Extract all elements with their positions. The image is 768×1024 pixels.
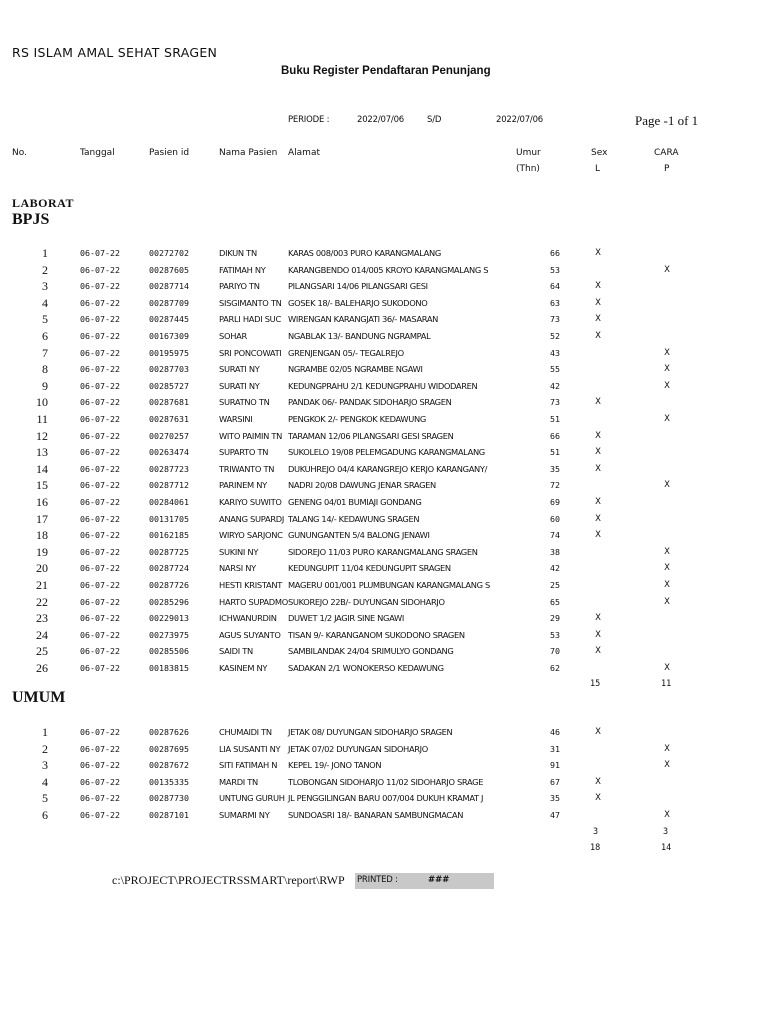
table-row (0, 295, 768, 315)
row-nama-pasien: KASINEM NY (219, 663, 268, 673)
table-row (0, 397, 768, 414)
grand-total-p: 14 (661, 843, 672, 853)
row-pasien-id: 00287723 (149, 463, 189, 474)
row-tanggal: 06-07-22 (80, 281, 120, 292)
row-alamat: KARAS 008/003 PURO KARANGMALANG (288, 248, 441, 258)
col-alamat-header: Alamat (288, 148, 320, 158)
row-sex-l-mark: X (595, 513, 601, 524)
row-umur: 72 (550, 480, 560, 491)
row-umur: 42 (550, 563, 560, 574)
row-umur: 62 (550, 663, 560, 673)
table-row (0, 248, 768, 265)
row-number: 13 (36, 445, 48, 460)
row-pasien-id: 00183815 (149, 663, 189, 673)
col-cara-header: CARA (654, 148, 679, 158)
row-tanggal: 06-07-22 (80, 397, 120, 408)
row-tanggal: 06-07-22 (80, 810, 120, 820)
row-nama-pasien: KARIYO SUWITO (219, 497, 282, 507)
row-nama-pasien: HESTI KRISTANT (219, 580, 282, 590)
row-tanggal: 06-07-22 (80, 463, 120, 474)
row-tanggal: 06-07-22 (80, 314, 120, 325)
row-nama-pasien: MARDI TN (219, 776, 258, 787)
row-sex-l-mark: X (595, 776, 601, 787)
row-umur: 43 (550, 347, 560, 358)
row-pasien-id: 00270257 (149, 430, 189, 441)
row-pasien-id: 00287605 (149, 264, 189, 275)
row-tanggal: 06-07-22 (80, 347, 120, 358)
row-cara-p-mark: X (664, 663, 670, 673)
row-pasien-id: 00287709 (149, 297, 189, 308)
row-alamat: KARANGBENDO 014/005 KROYO KARANGMALANG S (288, 264, 489, 275)
periode-label: PERIODE : (288, 115, 330, 125)
table-row (0, 364, 768, 381)
row-umur: 35 (550, 463, 560, 474)
table-row (0, 281, 768, 298)
row-number: 5 (42, 791, 48, 806)
row-pasien-id: 00287445 (149, 314, 189, 325)
row-nama-pasien: SISGIMANTO TN (219, 297, 282, 308)
table-row (0, 741, 768, 761)
table-row (0, 461, 768, 481)
table-row (0, 544, 768, 564)
row-alamat: GENENG 04/01 BUMIAJI GONDANG (288, 497, 422, 507)
section-title-bpjs: BPJS (12, 211, 50, 228)
row-nama-pasien: CHUMAIDI TN (219, 727, 272, 737)
row-umur: 73 (550, 397, 560, 408)
row-pasien-id: 00287714 (149, 281, 189, 292)
table-row (0, 594, 768, 614)
row-umur: 73 (550, 314, 560, 325)
row-tanggal: 06-07-22 (80, 264, 120, 275)
row-pasien-id: 00263474 (149, 447, 189, 458)
row-number: 22 (36, 594, 48, 609)
row-number: 3 (42, 758, 48, 773)
row-alamat: TISAN 9/- KARANGANOM SUKODONO SRAGEN (288, 629, 465, 640)
row-sex-l-mark: X (595, 248, 601, 258)
row-umur: 66 (550, 430, 560, 441)
table-row (0, 580, 768, 597)
row-umur: 38 (550, 546, 560, 557)
row-number: 15 (36, 478, 48, 493)
row-alamat: NGRAMBE 02/05 NGRAMBE NGAWI (288, 364, 423, 375)
row-sex-l-mark: X (595, 463, 601, 474)
row-cara-p-mark: X (664, 414, 670, 424)
row-pasien-id: 00272702 (149, 248, 189, 258)
row-nama-pasien: SUPARTO TN (219, 447, 269, 458)
row-nama-pasien: LIA SUSANTI NY (219, 743, 281, 754)
row-alamat: DUKUHREJO 04/4 KARANGREJO KERJO KARANGANY/ (288, 463, 488, 474)
row-number: 9 (42, 378, 48, 393)
row-sex-l-mark: X (595, 646, 601, 657)
row-number: 25 (36, 644, 48, 659)
page-indicator: Page -1 of 1 (635, 113, 699, 128)
row-tanggal: 06-07-22 (80, 430, 120, 441)
row-nama-pasien: TRIWANTO TN (219, 463, 275, 474)
row-nama-pasien: SUMARMI NY (219, 810, 270, 820)
row-pasien-id: 00285296 (149, 596, 189, 607)
row-number: 21 (36, 578, 48, 592)
row-cara-p-mark: X (664, 264, 670, 275)
row-sex-l-mark: X (595, 281, 601, 292)
row-number: 1 (42, 725, 48, 739)
row-sex-l-mark: X (595, 297, 601, 308)
row-number: 10 (36, 395, 48, 410)
row-alamat: TLOBONGAN SIDOHARJO 11/02 SIDOHARJO SRAGE (288, 776, 484, 787)
row-alamat: SIDOREJO 11/03 PURO KARANGMALANG SRAGEN (288, 546, 478, 557)
row-umur: 63 (550, 297, 560, 308)
row-alamat: MAGERU 001/001 PLUMBUNGAN KARANGMALANG S (288, 580, 490, 590)
printed-value: ### (428, 875, 450, 885)
row-tanggal: 06-07-22 (80, 248, 120, 258)
row-pasien-id: 00284061 (149, 497, 189, 507)
row-tanggal: 06-07-22 (80, 513, 120, 524)
row-number: 4 (42, 774, 48, 789)
periode-start: 2022/07/06 (357, 115, 404, 125)
row-umur: 91 (550, 760, 560, 771)
row-number: 3 (42, 279, 48, 294)
row-alamat: JETAK 08/ DUYUNGAN SIDOHARJO SRAGEN (288, 727, 453, 737)
row-number: 20 (36, 561, 48, 576)
row-alamat: TARAMAN 12/06 PILANGSARI GESI SRAGEN (288, 430, 454, 441)
row-alamat: DUWET 1/2 JAGIR SINE NGAWI (288, 613, 404, 624)
row-nama-pasien: ICHWANURDIN (219, 613, 277, 624)
row-nama-pasien: DIKUN TN (219, 248, 257, 258)
row-nama-pasien: WARSINI (219, 414, 253, 424)
row-pasien-id: 00287672 (149, 760, 189, 771)
row-umur: 67 (550, 776, 560, 787)
row-sex-l-mark: X (595, 497, 601, 507)
table-row (0, 331, 768, 348)
table-row (0, 810, 768, 827)
row-umur: 55 (550, 364, 560, 375)
row-umur: 31 (550, 743, 560, 754)
row-nama-pasien: SAIDI TN (219, 646, 253, 657)
row-pasien-id: 00285506 (149, 646, 189, 657)
row-alamat: GRENJENGAN 05/- TEGALREJO (288, 347, 404, 358)
row-pasien-id: 00287730 (149, 793, 189, 804)
row-tanggal: 06-07-22 (80, 297, 120, 308)
table-row (0, 414, 768, 431)
row-number: 18 (36, 528, 48, 543)
table-row (0, 511, 768, 531)
row-tanggal: 06-07-22 (80, 497, 120, 507)
row-umur: 53 (550, 629, 560, 640)
row-sex-l-mark: X (595, 331, 601, 341)
row-tanggal: 06-07-22 (80, 364, 120, 375)
row-tanggal: 06-07-22 (80, 793, 120, 804)
row-alamat: SUNDOASRI 18/- BANARAN SAMBUNGMACAN (288, 810, 464, 820)
row-umur: 74 (550, 530, 560, 541)
row-tanggal: 06-07-22 (80, 760, 120, 771)
row-number: 8 (42, 362, 48, 377)
row-nama-pasien: SURATI NY (219, 380, 260, 391)
row-pasien-id: 00287725 (149, 546, 189, 557)
row-number: 14 (36, 461, 48, 476)
row-nama-pasien: WIRYO SARJONC (219, 530, 283, 541)
row-pasien-id: 00287626 (149, 727, 189, 737)
row-tanggal: 06-07-22 (80, 546, 120, 557)
table-row (0, 262, 768, 282)
row-nama-pasien: SURATNO TN (219, 397, 270, 408)
row-sex-l-mark: X (595, 314, 601, 325)
row-nama-pasien: UNTUNG GURUH (219, 793, 285, 804)
row-nama-pasien: AGUS SUYANTO (219, 629, 281, 640)
row-umur: 66 (550, 248, 560, 258)
row-alamat: TALANG 14/- KEDAWUNG SRAGEN (288, 513, 420, 524)
row-alamat: JL PENGGILINGAN BARU 007/004 DUKUH KRAMAT J (288, 793, 484, 804)
row-alamat: PENGKOK 2/- PENGKOK KEDAWUNG (288, 414, 426, 424)
row-pasien-id: 00287631 (149, 414, 189, 424)
row-alamat: NGABLAK 13/- BANDUNG NGRAMPAL (288, 331, 431, 341)
row-umur: 42 (550, 380, 560, 391)
row-cara-p-mark: X (664, 563, 670, 574)
row-pasien-id: 00167309 (149, 331, 189, 341)
row-alamat: SAMBILANDAK 24/04 SRIMULYO GONDANG (288, 646, 454, 657)
row-umur: 25 (550, 580, 560, 590)
row-alamat: PANDAK 06/- PANDAK SIDOHARJO SRAGEN (288, 397, 452, 408)
row-alamat: KEDUNGUPIT 11/04 KEDUNGUPIT SRAGEN (288, 563, 451, 574)
col-nama-header: Nama Pasien (219, 148, 278, 158)
row-umur: 60 (550, 513, 560, 524)
row-number: 5 (42, 312, 48, 327)
row-nama-pasien: PARLI HADI SUC (219, 314, 281, 325)
report-title: Buku Register Pendaftaran Penunjang (281, 65, 491, 77)
row-tanggal: 06-07-22 (80, 380, 120, 391)
row-pasien-id: 00162185 (149, 530, 189, 541)
hospital-name: RS ISLAM AMAL SEHAT SRAGEN (12, 45, 218, 60)
row-number: 2 (42, 741, 48, 756)
row-nama-pasien: SITI FATIMAH N (219, 760, 278, 771)
row-alamat: WIRENGAN KARANGJATI 36/- MASARAN (288, 314, 439, 325)
col-pasien-id-header: Pasien id (149, 148, 190, 158)
row-tanggal: 06-07-22 (80, 663, 120, 673)
umum-total-p: 3 (663, 827, 669, 837)
row-number: 19 (36, 544, 48, 559)
row-alamat: KEPEL 19/- JONO TANON (288, 760, 382, 771)
row-nama-pasien: PARIYO TN (219, 281, 260, 292)
row-cara-p-mark: X (664, 580, 670, 590)
row-number: 2 (42, 262, 48, 277)
section-title-umum: UMUM (12, 689, 66, 706)
row-number: 1 (42, 246, 48, 260)
row-alamat: GOSEK 18/- BALEHARJO SUKODONO (288, 297, 428, 308)
row-alamat: SUKOREJO 22B/- DUYUNGAN SIDOHARJO (288, 596, 445, 607)
row-umur: 53 (550, 264, 560, 275)
row-sex-l-mark: X (595, 447, 601, 458)
table-row (0, 646, 768, 663)
row-number: 23 (36, 611, 48, 626)
bpjs-total-p: 11 (661, 679, 672, 689)
row-nama-pasien: SRI PONCOWATI (219, 347, 282, 358)
row-sex-l-mark: X (595, 430, 601, 441)
table-row (0, 530, 768, 547)
col-sex-l: L (595, 164, 601, 174)
row-tanggal: 06-07-22 (80, 743, 120, 754)
row-tanggal: 06-07-22 (80, 563, 120, 574)
row-nama-pasien: SURATI NY (219, 364, 260, 375)
row-tanggal: 06-07-22 (80, 480, 120, 491)
row-pasien-id: 00273975 (149, 629, 189, 640)
table-row (0, 447, 768, 464)
table-row (0, 378, 768, 398)
row-tanggal: 06-07-22 (80, 776, 120, 787)
row-pasien-id: 00287681 (149, 397, 189, 408)
row-alamat: SUKOLELO 19/08 PELEMGADUNG KARANGMALANG (288, 447, 485, 458)
row-tanggal: 06-07-22 (80, 596, 120, 607)
row-umur: 51 (550, 414, 560, 424)
row-number: 12 (36, 428, 48, 443)
row-cara-p-mark: X (664, 347, 670, 358)
row-pasien-id: 00287703 (149, 364, 189, 375)
row-umur: 64 (550, 281, 560, 292)
row-tanggal: 06-07-22 (80, 530, 120, 541)
row-pasien-id: 00195975 (149, 347, 189, 358)
row-cara-p-mark: X (664, 596, 670, 607)
row-alamat: NADRI 20/08 DAWUNG JENAR SRAGEN (288, 480, 436, 491)
report-path: c:\PROJECT\PROJECTRSSMART\report\RWP (112, 873, 345, 887)
periode-end: 2022/07/06 (496, 115, 543, 125)
row-tanggal: 06-07-22 (80, 580, 120, 590)
bpjs-total-l: 15 (590, 679, 601, 689)
row-number: 7 (42, 345, 48, 360)
row-umur: 52 (550, 331, 560, 341)
table-row (0, 727, 768, 744)
row-sex-l-mark: X (595, 793, 601, 804)
row-sex-l-mark: X (595, 530, 601, 541)
table-row (0, 314, 768, 331)
table-row (0, 345, 768, 365)
row-umur: 65 (550, 596, 560, 607)
col-cara-p: P (664, 164, 670, 174)
row-tanggal: 06-07-22 (80, 414, 120, 424)
row-cara-p-mark: X (664, 380, 670, 391)
sd-label: S/D (427, 115, 442, 125)
row-tanggal: 06-07-22 (80, 629, 120, 640)
col-sex-header: Sex (591, 148, 608, 158)
row-alamat: PILANGSARI 14/06 PILANGSARI GESI (288, 281, 428, 292)
row-pasien-id: 00135335 (149, 776, 189, 787)
col-umur-unit: (Thn) (516, 164, 540, 174)
col-tanggal-header: Tanggal (80, 148, 115, 158)
row-umur: 47 (550, 810, 560, 820)
row-number: 24 (36, 627, 48, 642)
row-alamat: SADAKAN 2/1 WONOKERSO KEDAWUNG (288, 663, 444, 673)
table-row (0, 428, 768, 448)
row-number: 11 (36, 412, 48, 426)
row-tanggal: 06-07-22 (80, 447, 120, 458)
row-pasien-id: 00287726 (149, 580, 189, 590)
row-pasien-id: 00131705 (149, 513, 189, 524)
row-umur: 69 (550, 497, 560, 507)
row-pasien-id: 00287695 (149, 743, 189, 754)
row-tanggal: 06-07-22 (80, 613, 120, 624)
table-row (0, 793, 768, 810)
table-row (0, 760, 768, 777)
row-tanggal: 06-07-22 (80, 727, 120, 737)
col-no-header: No. (12, 148, 27, 158)
row-number: 6 (42, 329, 48, 343)
row-pasien-id: 00287101 (149, 810, 189, 820)
row-pasien-id: 00287712 (149, 480, 189, 491)
row-pasien-id: 00285727 (149, 380, 189, 391)
table-row (0, 627, 768, 647)
row-nama-pasien: SOHAR (219, 331, 247, 341)
grand-total-l: 18 (590, 843, 601, 853)
row-pasien-id: 00229013 (149, 613, 189, 624)
row-umur: 70 (550, 646, 560, 657)
row-number: 4 (42, 295, 48, 310)
row-sex-l-mark: X (595, 613, 601, 624)
row-number: 16 (36, 495, 48, 509)
row-nama-pasien: ANANG SUPARDJ (219, 513, 285, 524)
table-row (0, 480, 768, 497)
table-row (0, 774, 768, 794)
table-row (0, 663, 768, 680)
row-sex-l-mark: X (595, 629, 601, 640)
printed-label: PRINTED : (357, 875, 398, 885)
table-row (0, 613, 768, 630)
row-umur: 35 (550, 793, 560, 804)
row-nama-pasien: NARSI NY (219, 563, 256, 574)
row-tanggal: 06-07-22 (80, 646, 120, 657)
row-nama-pasien: PARINEM NY (219, 480, 267, 491)
row-tanggal: 06-07-22 (80, 331, 120, 341)
row-number: 26 (36, 661, 48, 675)
row-umur: 46 (550, 727, 560, 737)
row-number: 6 (42, 808, 48, 822)
umum-total-l: 3 (593, 827, 599, 837)
group-title: LABORAT (12, 196, 74, 210)
table-row (0, 497, 768, 514)
row-cara-p-mark: X (664, 546, 670, 557)
row-umur: 51 (550, 447, 560, 458)
row-cara-p-mark: X (664, 480, 670, 491)
row-number: 17 (36, 511, 48, 526)
row-pasien-id: 00287724 (149, 563, 189, 574)
row-umur: 29 (550, 613, 560, 624)
row-nama-pasien: HARTO SUPADMO (219, 596, 288, 607)
row-cara-p-mark: X (664, 760, 670, 771)
row-cara-p-mark: X (664, 743, 670, 754)
table-row (0, 563, 768, 580)
row-nama-pasien: FATIMAH NY (219, 264, 266, 275)
row-cara-p-mark: X (664, 810, 670, 820)
row-alamat: JETAK 07/02 DUYUNGAN SIDOHARJO (288, 743, 428, 754)
row-nama-pasien: SUKINI NY (219, 546, 259, 557)
row-sex-l-mark: X (595, 397, 601, 408)
col-umur-header: Umur (516, 148, 541, 158)
row-nama-pasien: WITO PAIMIN TN (219, 430, 283, 441)
row-alamat: KEDUNGPRAHU 2/1 KEDUNGPRAHU WIDODAREN (288, 380, 478, 391)
row-cara-p-mark: X (664, 364, 670, 375)
row-sex-l-mark: X (595, 727, 601, 737)
row-alamat: GUNUNGANTEN 5/4 BALONG JENAWI (288, 530, 430, 541)
